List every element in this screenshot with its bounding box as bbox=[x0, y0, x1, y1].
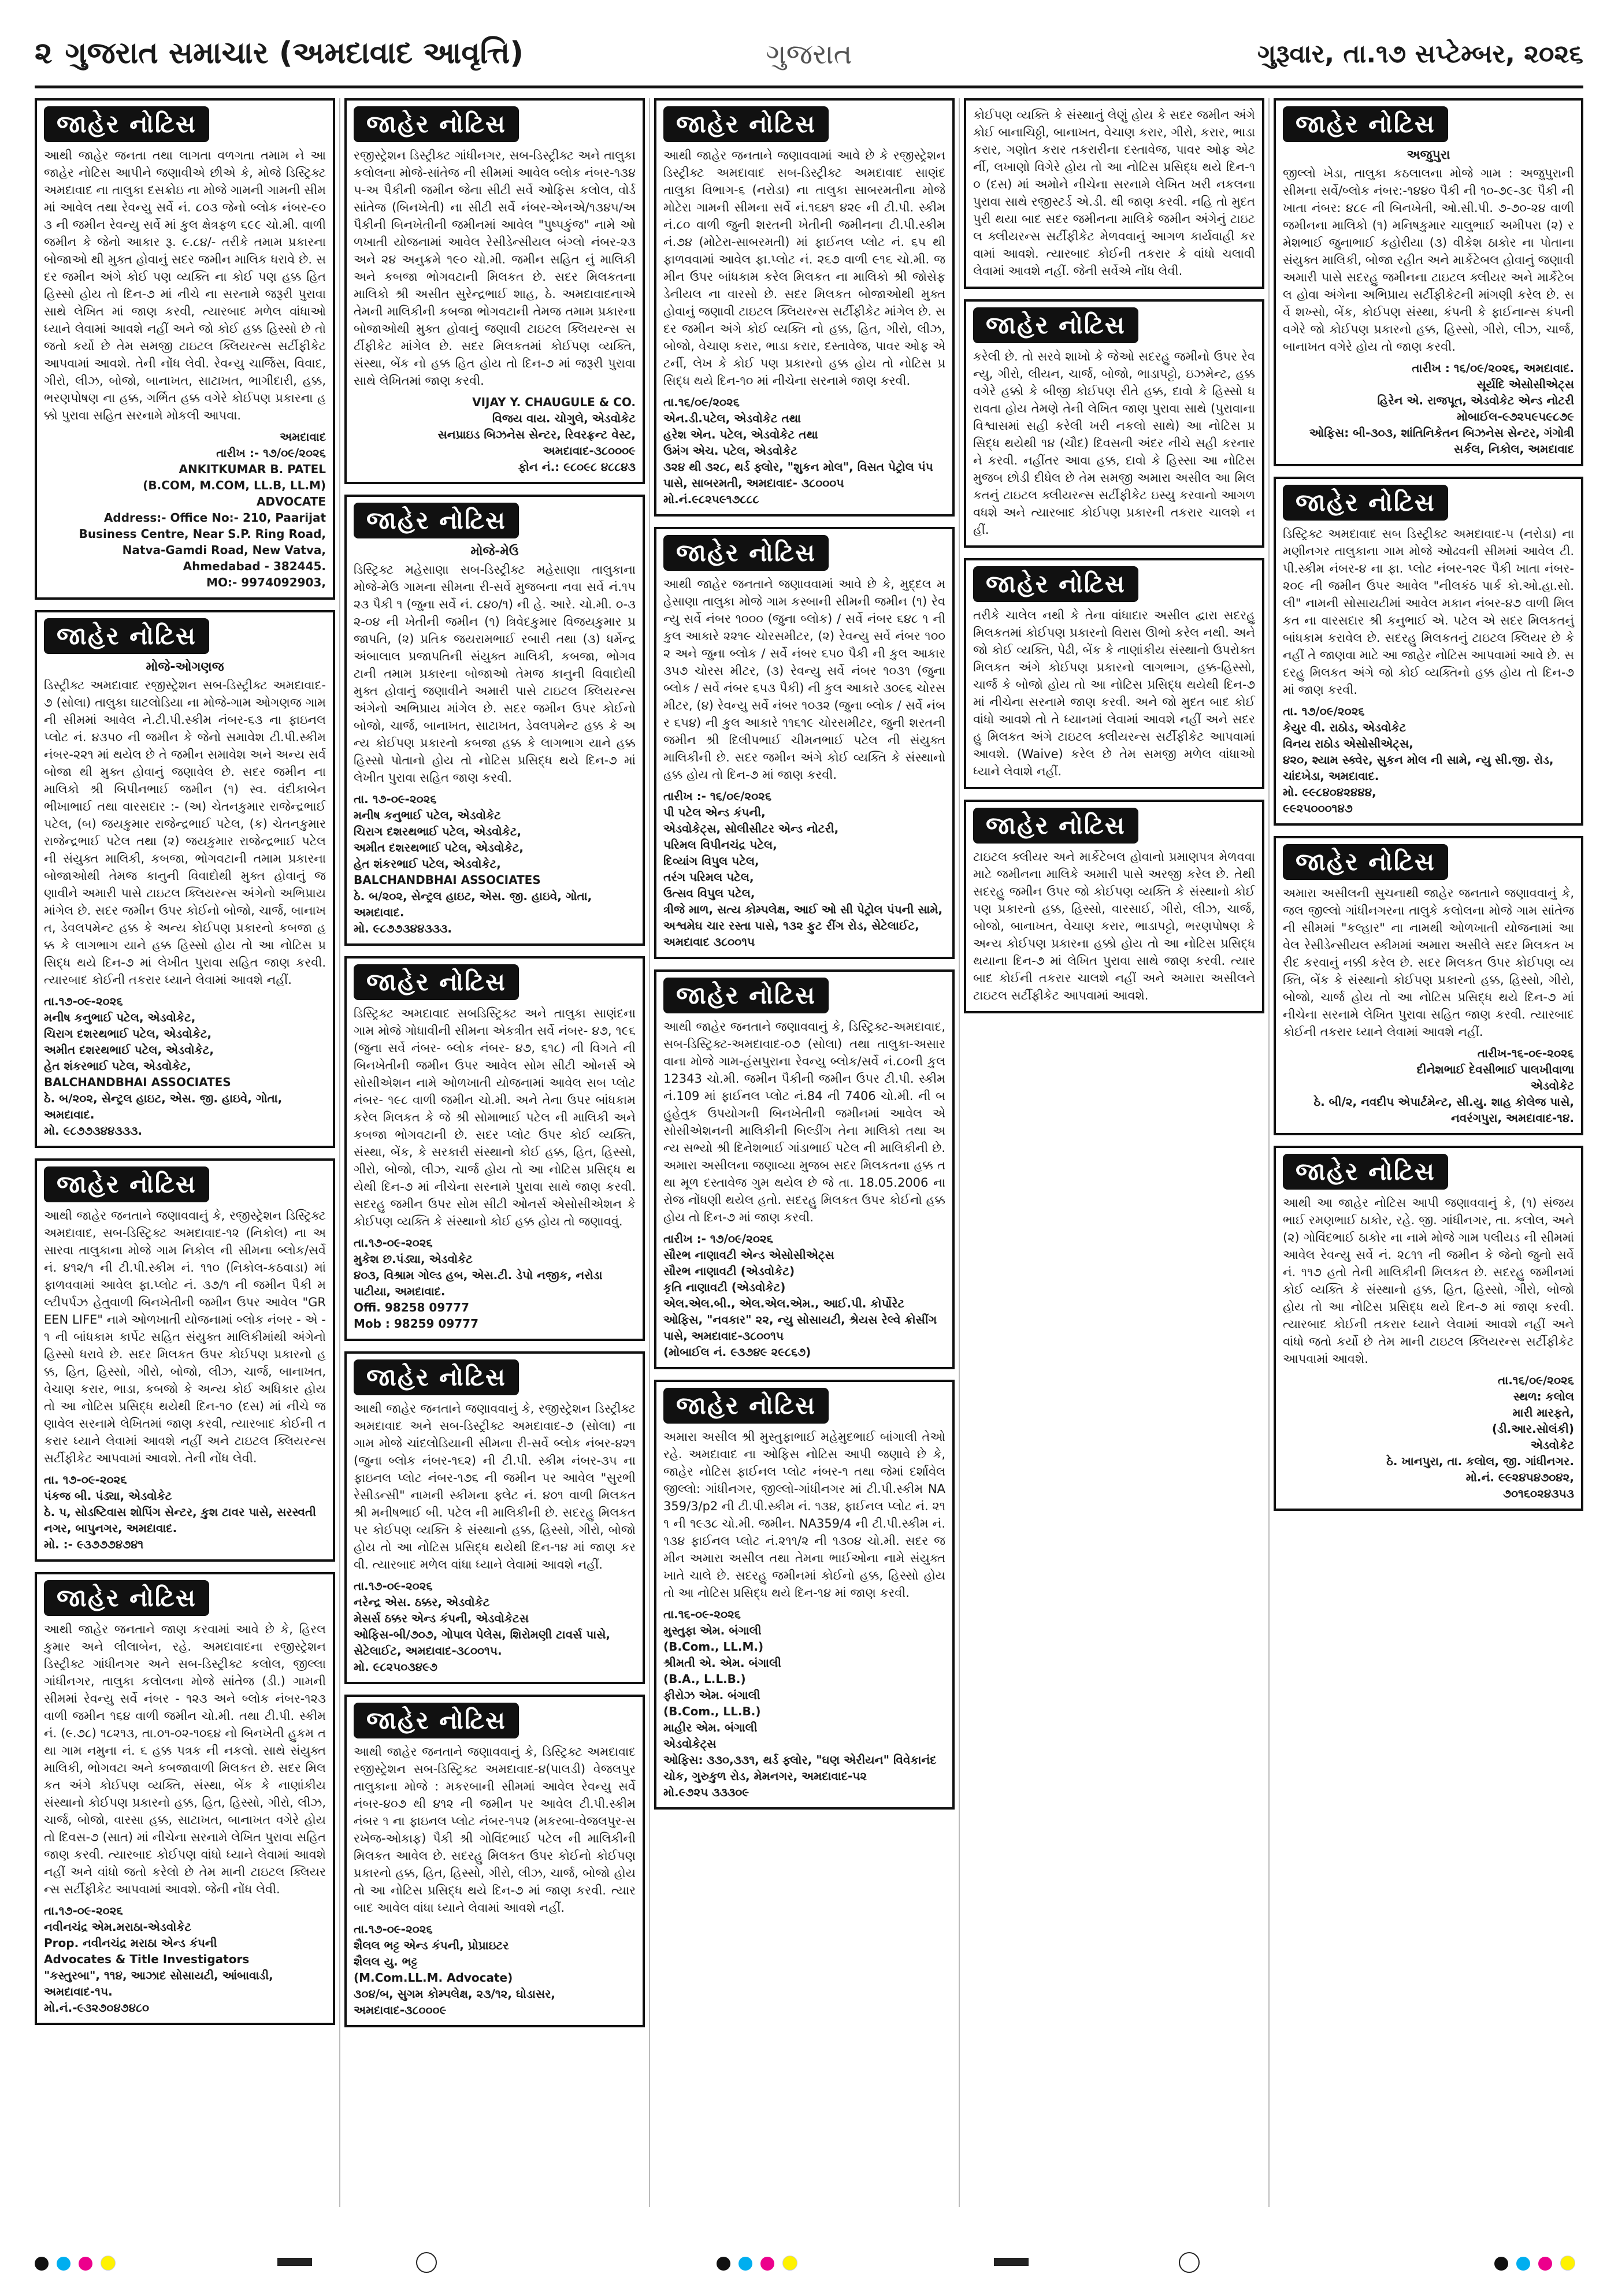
public-notice bbox=[654, 527, 955, 959]
notice-body: તરીકે ચાલેલ નથી કે તેના વાંધાદાર અસીલ દ્વારા સદરહુ મિલકતમાં કોઈપણ પ્રકારનો વિરાસ ઊભો કરેલ નથી. અને જો કોઈ વ્યક્તિ, પેઢી, બેંક કે નાણાંકીય સંસ્થાનો ઉપરોક્ત મિલકત અંગે કોઈપણ પ્રકારનો લાગભાગ, હક્ક-હિસ્સો, ચાર્જ કે બોજો હોય તો આ નોટિસ પ્રસિદ્ધ થયેથી દિન-૭ માં નીચેના સરનામે જાણ કરવી. અને જો મુદત બાદ કોઈ વાંધો આવશે તો તે ધ્યાનમાં લેવામાં આવશે નહીં અને સદરહુ મિલકત અંગે ટાઇટલ ક્લીયરન્સ સર્ટીફીકેટ આપવામાં આવશે. (Waive) કરેલ છે તેમ સમજી મળેલ વાંધાઓ ધ્યાને લેવાશે નહીં. bbox=[973, 608, 1255, 778]
public-notice bbox=[964, 98, 1264, 289]
notice-title: જાહેર નોટિસ bbox=[1283, 485, 1448, 521]
column-4 bbox=[964, 98, 1264, 2207]
registration-bar bbox=[277, 2258, 312, 2266]
masthead bbox=[35, 30, 1583, 88]
notice-signature: તા.૧૭-૦૯-૨૦૨૬ શૈલલ ભટ્ટ એન્ડ કંપની, પ્રોપ્રાઇટર શૈલલ યુ. ભટ્ટ (M.Com.LL.M. Advocate) ૩૦૪/બ, સુગમ કોમ્પલેક્ષ, ૨૩/૧૨, ઘોડાસર, અમદાવાદ-૩૮૦૦૦૯ bbox=[354, 1922, 556, 2017]
notice-signature: તારીખ-૧૬-૦૯-૨૦૨૬ દીનેશભાઈ દેવસીભાઈ પાલખીવાળા એડવોકેટ ઠે. બી/૨, નવદીપ એપાર્ટમેન્ટ, સી.યુ. શાહ કોલેજ પાસે, નવરંગપુરા, અમદાવાદ-૧૪. bbox=[1313, 1046, 1574, 1125]
public-notice bbox=[1274, 836, 1583, 1135]
public-notice bbox=[344, 495, 645, 946]
notices-area bbox=[35, 98, 1583, 2207]
notice-body: આથી જાહેર જનતાને જણાવવાનું કે, ડિસ્ટ્રિક્ટ-અમદાવાદ, સબ-ડિસ્ટ્રિક્ટ-અમદાવાદ-૦૭ (સોલા) તથા તાલુકા-અસારવાના મોજે ગામ-હંસપુરાના રેવન્યુ બ્લોક/સર્વે નં.૮૦ની કુલ 12343 ચો.મી. જમીન પૈકીની જમીન ઉપર ટી.પી. સ્કીમ નં.109 માં ફાઈનલ પ્લોટ નં.84 ની 7406 ચો.મી. ની બહુહેતુક ઉપયોગની બિનખેતીની જમીનમાં આવેલ એસોસીએશનની માલિકીની બિલ્ડીંગ તેના માલિકો તથા અન્ય સભ્યો શ્રી દિનેશભાઈ ગાંડાભાઈ પટેલ ની માલિકીની છે. અમારા અસીલના જણાવ્યા મુજબ સદર મિલકતના હક્ક તથા મૂળ દસ્તાવેજ ગુમ થયેલ છે જે તા. 18.05.2006 ના રોજ નોંધણી થયેલ હતો. સદરહુ મિલકત ઉપર કોઈનો હક્ક હોય તો દિન-૭ માં જાણ કરવી. bbox=[663, 1020, 945, 1224]
notice-title: જાહેર નોટિસ bbox=[973, 307, 1138, 343]
yellow-dot bbox=[101, 2256, 116, 2271]
notice-body: આથી જાહેર જનતાને જણાવવામાં આવે છે કે, મુદ્દલ મહેસાણા તાલુકા મોજે ગામ કસ્બાની સીમની જમીન (૧) રેવન્યુ સર્વે નંબર ૧૦૦૦ (જુના બ્લોક) / સર્વે નંબર ૬૪૮ ૧ ની કુલ આકારે ૨૨૧૯ ચોરસમીટર, (૨) રેવન્યુ સર્વે નંબર ૧૦૦૨ અને જુના બ્લોક / સર્વે નંબર ૬૫૦ પૈકી ની કુલ આકાર ૩૫૭ ચોરસ મીટર, (૩) રેવન્યુ સર્વે નંબર ૧૦૩૧ (જુના બ્લોક / સર્વે નંબર ૬૫૩ પૈકી) ની કુલ આકારે ૩૦૯૬ ચોરસમીટર, (૪) રેવન્યુ સર્વે નંબર ૧૦૩૨ (જુના બ્લોક / સર્વે નંબર ૬૫૪) ની કુલ આકારે ૧૧૬૧૯ ચોરસમીટર, જુની શરતની જમીન શ્રી દિલીપભાઈ ચીમનભાઈ પટેલ ની સંયુક્ત માલિકીની છે. સદર જમીન અંગે કોઈ વ્યક્તિ કે સંસ્થાનો હક્ક હોય તો દિન-૭ માં જાણ કરવી. bbox=[663, 577, 945, 782]
notice-title: જાહેર નોટિસ bbox=[354, 1703, 519, 1738]
notice-body: ડિસ્ટ્રિક્ટ અમદાવાદ સબડિસ્ટ્રિક્ટ અને તાલુકા સાણંદના ગામ મોજે ગોધાવીની સીમના એકત્રીત સર્વે નંબર- ૪૭, ૧૯૬ (જુના સર્વે નંબર- બ્લોક નંબર- ૪૭, ૬૧૮) ની વિગતે ની બિનખેતીની જમીન ઉપર આવેલ સોમ સીટી ઓનર્સ એસોસીએશન નામે ઓળખાતી યોજનામાં આવેલ સબ પ્લોટ નંબર- ૧૯૮ વાળી જમીન ચો.મી. અને તેના ઉપર બાંધકામ કરેલ મિલકત કે જે શ્રી સોમાભાઈ પટેલ ની માલિકી અને કબજા ભોગવટાની છે. સદર પ્લોટ ઉપર કોઈ વ્યક્તિ, સંસ્થા, બેંક, કે સરકારી સંસ્થાનો કોઈ હક્ક, હિત, હિસ્સો, ગીરો, બોજો, લીઝ, ચાર્જ હોય તો આ નોટિસ પ્રસિદ્ધ થયેથી દિન-૭ માં નીચેના સરનામે પુરાવા સાથે જાણ કરવી. સદરહુ જમીન ઉપર સોમ સીટી ઓનર્સ એસોસીએશન કે કોઈપણ વ્યક્તિ કે સંસ્થાનો કોઈ હક્ક હોય તો જણાવવું. bbox=[354, 1006, 636, 1228]
notice-signature: અમદાવાદ તારીખ :- ૧૭/૦૯/૨૦૨૬ ANKITKUMAR B. PATEL (B.COM, M.COM, LL.B, LL.M) ADVOCATE Address:- Office No:- 210, Paarijat Business Centre, Near S.P. Ring Road, Natva-Gamdi Road, New Vatva, Ahmedabad - 382445. MO:- 9974092903, bbox=[79, 430, 326, 589]
notice-signature: તા. ૧૭-૦૯-૨૦૨૬ મનીષ કનુભાઈ પટેલ, એડવોકેટ ચિરાગ દશરથભાઈ પટેલ, એડવોકેટ, અમીત દશરથભાઈ પટેલ, એડવોકેટ, હેત શંકરભાઈ પટેલ, એડવોકેટ, BALCHANDBHAI ASSOCIATES ઠે. બ/૨૦૨, સેન્ટ્રલ હાઇટ, એસ. જી. હાઇવે, ગોતા, અમદાવાદ. મો. ૯૮૭૭૩૪૪૩૩૩. bbox=[354, 792, 592, 935]
cyan-dot bbox=[57, 2257, 70, 2271]
notice-body: આથી જાહેર જનતાને જણાવવાનું કે, રજીસ્ટ્રેશન ડિસ્ટ્રિક્ટ અમદાવાદ, સબ-ડિસ્ટ્રિક્ટ અમદાવાદ-૧૨ (નિકોલ) ના અસારવા તાલુકાના મોજે ગામ નિકોલ ની સીમના બ્લોક/સર્વે નં. ૪૧૨/૧ ની ટી.પી.સ્કીમ નં. ૧૧૦ (નિકોલ-કઠવાડા) માં ફાળવવામાં આવેલ ફા.પ્લોટ નં. ૩૭/૧ ની જમીન પૈકી મલ્ટીપર્પઝ હેતુવાળી બિનખેતીની જમીન ઉપર આવેલ "GREEN LIFE" નામે ઓળખાતી યોજનામાં બ્લોક નંબર - એ - ૧ ની બાંધકામ કાર્પેટ સહિત સંયુક્ત માલિકીમાંથી અંગેનો હિસ્સો ધરાવે છે. સદર મિલકત ઉપર કોઈપણ પ્રકારનો હક્ક, હિત, હિસ્સો, ગીરો, બોજો, લીઝ, ચાર્જ, બાનાખત, વેચાણ કરાર, ભાડા, કબજો કે અન્ય કોઈ અધિકાર હોય તો આ નોટિસ પ્રસિદ્ધ થયેથી દિન-૧૦ (દસ) માં નીચે જણાવેલ સરનામે લેખિતમાં જાણ કરવી, ત્યારબાદ કોઈની તકરાર ધ્યાને લેવામાં આવશે નહીં અને ટાઇટલ ક્લિયરન્સ સર્ટીફીકેટ આપવામાં આવશે. તેની નોંધ લેવી. bbox=[44, 1209, 326, 1465]
notice-body: આથી જાહેર જનતાને જણાવવામાં આવે છે કે રજીસ્ટ્રેશન ડિસ્ટ્રીક્ટ અમદાવાદ સબ-ડિસ્ટ્રીક્ટ અમદાવાદ સાણંદ તાલુકા વિભાગ-૬ (નરોડા) ના તાલુકા સાબરમતીના મોજે મોટેરા ગામની સીમના સર્વે નં.૧૬૪૧ ૪૨૯ ની ટી.પી. સ્કીમ નં.૮૦ વાળી જુની શરતની ખેતીની જમીનના ટી.પી.સ્કીમ નં.૭૪ (મોટેરા-સાબરમતી) માં ફાઈનલ પ્લોટ નં. ૬૫ થી ફાળવવામાં આવેલ ફા.પ્લોટ નં. ૨૬૭ વાળી ૯૧૬ ચો.મી. જમીન ઉપર બાંધકામ કરેલ મિલકત ના માલિકો શ્રી જોસેફ ડેનીયલ ના વારસો છે. સદર મિલકત બોજાઓથી મુક્ત હોવાનું જણાવી ટાઇટલ ક્લિયરન્સ સર્ટીફીકેટ માંગેલ છે. સદર જમીન અંગે કોઈ વ્યક્તિ નો હક્ક, હિત, ગીરો, લીઝ, બોજો, વેચાણ કરાર, ભાડા કરાર, દસ્તાવેજ, પાવર ઓફ એટર્ની, લેખ કે કોઈ પણ પ્રકારનો હક્ક હોય તો નોટિસ પ્રસિદ્ધ થયે દિન-૧૦ માં નીચેના સરનામે જાણ કરવી. bbox=[663, 148, 945, 388]
public-notice bbox=[344, 1351, 645, 1684]
notice-title: જાહેર નોટિસ bbox=[354, 503, 519, 538]
notice-title: જાહેર નોટિસ bbox=[1283, 1154, 1448, 1190]
paper-name: ગુજરાત સમાચાર (અમદાવાદ આવૃત્તિ) bbox=[65, 36, 524, 70]
public-notice bbox=[1274, 98, 1583, 466]
notice-title: જાહેર નોટિસ bbox=[663, 978, 829, 1013]
public-notice bbox=[344, 956, 645, 1341]
notice-title: જાહેર નોટિસ bbox=[44, 1580, 209, 1616]
notice-subtitle: મોજે-મેઉ bbox=[470, 544, 519, 559]
notice-body: રજીસ્ટ્રેશન ડિસ્ટ્રીક્ટ ગાંધીનગર, સબ-ડિસ્ટ્રીક્ટ અને તાલુકા કલોલના મોજે-સાંતેજ ની સીમમાં આવેલ બ્લોક નંબર-૧૩૪૫-અ પૈકીની જમીન જેના સીટી સર્વે ઓફિસ કલોલ, વોર્ડ સાંતેજ (બિનખેતી) ના સીટી સર્વે નંબર-એનએ/૧૩૪૫/અ પૈકીની બિનખેતીની જમીનમાં આવેલ "પુષ્પકુંજ" નામે ઓળખાતી યોજનામાં આવેલ રેસીડેન્સીયલ બંગ્લો નંબર-૨૩ અને ૨૪ અનુક્રમે ૧૯૦ ચો.મી. જમીન સહિત નું માલિકી અને કબજા ભોગવટાની મિલકત છે. સદર મિલકતના માલિકો શ્રી અસીત સુરેન્દ્રભાઈ શાહ, ઠે. અમદાવાદનાએ તેમની માલિકીની કબજા ભોગવટાની તેમજ તમામ પ્રકારના બોજાઓથી મુક્ત હોવાનું જણાવી ટાઇટલ ક્લિયરન્સ સર્ટીફીકેટ માંગેલ છે. સદર મિલકતમાં કોઈપણ વ્યક્તિ, સંસ્થા, બેંક નો હક્ક હિત હોય તો દિન-૭ માં જરૂરી પુરાવા સાથે લેખિતમાં જાણ કરવી. bbox=[354, 148, 636, 388]
notice-title: જાહેર નોટિસ bbox=[354, 964, 519, 1000]
notice-signature: તા.૧૭-૦૯-૨૦૨૬ મનીષ કનુભાઈ પટેલ, એડવોકેટ, ચિરાગ દશરથભાઈ પટેલ, એડવોકેટ, અમીત દશરથભાઈ પટેલ, એડવોકેટ, હેત શંકરભાઈ પટેલ, એડવોકેટ, BALCHANDBHAI ASSOCIATES ઠે. બ/૨૦૨, સેન્ટ્રલ હાઇટ, એસ. જી. હાઇવે, ગોતા, અમદાવાદ. મો. ૯૮૭૭૩૪૪૩૩૩. bbox=[44, 994, 283, 1138]
public-notice bbox=[35, 98, 335, 600]
notice-title: જાહેર નોટિસ bbox=[44, 106, 209, 142]
notice-subtitle: મોજે-ઓગણજ bbox=[146, 660, 224, 674]
column-rule bbox=[1268, 98, 1270, 2207]
public-notice bbox=[344, 1695, 645, 2027]
registration-circle bbox=[416, 2252, 437, 2273]
notice-title: જાહેર નોટિસ bbox=[44, 618, 209, 654]
notice-body: આથી આ જાહેર નોટિસ આપી જણાવવાનું કે, (૧) સંજયભાઈ રમણભાઈ ઠાકોર, રહે. જી. ગાંધીનગર, તા. કલોલ, અને (૨) ગોવિંદભાઈ ઠાકોર ના નામે મોજે ગામ પલીયડ ની સીમમાં આવેલ રેવન્યુ સર્વે નં. ૨૮૧૧ ની જમીન કે જેનો જુનો સર્વે નં. ૧૧૭ હતો તેની માલિકીની મિલકત છે. સદરહુ જમીનમાં કોઈ વ્યક્તિ કે સંસ્થાનો હક્ક, હિત, હિસ્સો, ગીરો, બોજો હોય તો આ નોટિસ પ્રસિદ્ધ થયે દિન-૭ માં જાણ કરવી. ત્યારબાદ કોઈની તકરાર ધ્યાને લેવામાં આવશે નહીં અને વાંધો જતો કર્યો છે તેમ માની ટાઇટલ ક્લિયરન્સ સર્ટીફીકેટ આપવામાં આવશે. bbox=[1283, 1196, 1574, 1366]
notice-body: કરેલી છે. તો સરવે શાખો કે જેઓ સદરહુ જમીનો ઉપર રેવન્યુ, ગીરો, લીયન, ચાર્જ, બોજો, ભાડાપટ્ટો, ઇઝમેન્ટ, હક્કવગેરે હક્કો કે બીજી કોઈપણ રીતે હક્ક, દાવો કે હિસ્સો ધરાવતા હોય તેમણે તેની લેખિત જાણ પુરાવા સાથે (પુરાવાના વિશ્વાસમાં સહી કરેલી ખરી નકલો સાથે) આ નોટિસ પ્રસિદ્ધ થયેથી ૧૪ (ચૌદ) દિવસની અંદર નીચે સહી કરનારને કરવી. નહીંતર આવા હક્ક, દાવો કે હિસ્સા આ નોટિસ મુજબ છોડી દીધેલ છે તેમ સમજી અમારા અસીલ આ મિલકતનું ટાઇટલ ક્લીયરન્સ સર્ટીફીકેટ ઇસ્યુ કરવાનો આગળ વધશે અને ત્યારબાદ કોઈપણ પ્રકારની તકરાર ચાલશે નહીં. bbox=[973, 350, 1255, 537]
public-notice bbox=[35, 1158, 335, 1562]
column-rule bbox=[339, 98, 340, 2207]
yellow-dot bbox=[1560, 2256, 1575, 2271]
notice-title: જાહેર નોટિસ bbox=[354, 106, 519, 142]
notice-body: આથી જાહેર જનતાને જણાવવાનું કે, ડિસ્ટ્રિક્ટ અમદાવાદ રજીસ્ટ્રેશન સબ-ડિસ્ટ્રિક્ટ અમદાવાદ-૪(પાલડી) વેજલપુર તાલુકાના મોજે : મકરબાની સીમમાં આવેલ રેવન્યુ સર્વે નંબર-૪૦૭ થી ૪૧૨ ની જમીન પર આવેલ ટી.પી.સ્કીમ નંબર ૧ ના ફાઇનલ પ્લોટ નંબર-૧૫૨ (મકરબા-વેજલપુર-સરખેજ-ઓકાફ) પૈકી શ્રી ગોવિંદભાઈ પટેલ ની માલિકીની મિલકત આવેલ છે. સદરહુ મિલકત ઉપર કોઈનો કોઈપણ પ્રકારનો હક્ક, હિત, હિસ્સો, ગીરો, લીઝ, ચાર્જ, બોજો હોય તો આ નોટિસ પ્રસિદ્ધ થયે દિન-૭ માં જાણ કરવી. ત્યારબાદ આવેલ વાંધા ધ્યાને લેવામાં આવશે નહીં. bbox=[354, 1745, 636, 1915]
public-notice bbox=[654, 969, 955, 1369]
magenta-dot bbox=[760, 2257, 774, 2271]
magenta-dot bbox=[79, 2257, 92, 2271]
notice-body: અમારા અસીલની સુચનાથી જાહેર જનતાને જણાવવાનું કે, જલ જીલ્લો ગાંધીનગરના તાલુકે કલોલના મોજે ગામ સાંતેજની સીમમાં "કલ્હાર" ના નામથી ઓળખાતી યોજનામાં આવેલ રેસીડેન્સીયલ સ્કીમમાં અમારા અસીલે સદર મિલકત ખરીદ કરવાનું નક્કી કરેલ છે. સદર મિલકત ઉપર કોઈપણ વ્યક્તિ, બેંક કે સંસ્થાનો કોઈપણ પ્રકારનો હક્ક, હિસ્સો, ગીરો, બોજો, ચાર્જ હોય તો આ નોટિસ પ્રસિદ્ધ થયે દિન-૭ માં નીચેના સરનામે લેખિત પુરાવા સહિત જાણ કરવી. ત્યારબાદ કોઈની તકરાર ધ્યાને લેવામાં આવશે નહીં. bbox=[1283, 886, 1574, 1039]
public-notice bbox=[964, 299, 1264, 548]
print-registration-marks bbox=[35, 2252, 1583, 2273]
public-notice bbox=[654, 98, 955, 517]
public-notice bbox=[1274, 1146, 1583, 1511]
notice-signature: તા.૧૭-૦૯-૨૦૨૬ નવીનચંદ્ર એમ.મરાઠા-એડવોકેટ Prop. નવીનચંદ્ર મરાઠા એન્ડ કંપની Advocates & Title Investigators "કસ્તુરબા", ૧૧૪, આઝાદ સોસાયટી, આંબાવાડી, અમદાવાદ-૧૫. મો.નં.-૯૩૨૭૦૪૭૪૮૦ bbox=[44, 1904, 273, 2015]
column-2 bbox=[344, 98, 645, 2207]
public-notice bbox=[964, 558, 1264, 789]
black-dot bbox=[35, 2257, 49, 2271]
notice-title: જાહેર નોટિસ bbox=[1283, 844, 1448, 880]
page-number: ૨ bbox=[35, 36, 53, 70]
notice-title: જાહેર નોટિસ bbox=[973, 566, 1138, 602]
magenta-dot bbox=[1538, 2257, 1552, 2271]
section-title: ગુજરાત bbox=[766, 38, 852, 70]
notice-signature: તારીખ :- ૧૬/૦૯/૨૦૨૬ પી પટેલ એન્ડ કંપની, એડવોકેટ્સ, સોલીસીટર એન્ડ નોટરી, પરિમલ વિપીનચંદ્ર પટેલ, દિવ્યાંગ વિપુલ પટેલ, તરંગ પરિમલ પટેલ, ઉત્સવ વિપુલ પટેલ, ત્રીજે માળ, સત્ય કોમ્પલેક્ષ, આઈ ઓ સી પેટ્રોલ પંપની સામે, અશ્વમેઘ ચાર રસ્તા પાસે, ૧૩૨ ફુટ રીંગ રોડ, સેટેલાઈટ, અમદાવાદ ૩૮૦૦૧૫ bbox=[663, 789, 943, 949]
issue-date: ગુરૂવાર, તા.૧૭ સપ્ટેમ્બર, ૨૦૨૬ bbox=[1257, 39, 1583, 69]
notice-signature: તારીખ :- ૧૭/૦૯/૨૦૨૬ સૌરભ નાણાવટી એન્ડ એસોસીએટ્સ સૌરભ નાણાવટી (એડવોકેટ) કૃતિ નાણાવટી (એડવોકેટ) એલ.એલ.બી., એલ.એલ.એમ., આઈ.પી. કોર્પોરેટ ઓફિસ, "નવકાર" ૨૨, ન્યુ સોસાયટી, શ્રેયસ રેલ્વે ક્રોસીંગ પાસે, અમદાવાદ-૩૮૦૦૧૫ (મોબાઈલ નં. ૯૩૭૪૯ ૨૯૮૬૭) bbox=[663, 1232, 937, 1359]
notice-signature: તા. ૧૭/૦૯/૨૦૨૬ કેયુર વી. રાઠોડ, એડવોકેટ વિનય રાઠોડ એસોસીએટ્સ, ૪૨૦, શ્યામ સ્ક્વેર, સુકન મોલ ની સામે, ન્યુ સી.જી. રોડ, ચાંદખેડા, અમદાવાદ. મો. ૯૯૮૪૦૪૨૪૪૪, ૯૯૨૫૦૦૦૧૪૭ bbox=[1283, 704, 1554, 815]
public-notice bbox=[344, 98, 645, 484]
notice-title: જાહેર નોટિસ bbox=[1283, 106, 1448, 142]
notice-title: જાહેર નોટિસ bbox=[354, 1359, 519, 1395]
notice-body: આથી જાહેર જનતાને જાણ કરવામાં આવે છે કે, હિરલકુમાર અને લીલાબેન, રહે. અમદાવાદના રજીસ્ટ્રેશન ડિસ્ટ્રીક્ટ ગાંધીનગર અને સબ-ડિસ્ટ્રીક્ટ કલોલ, જીલ્લા ગાંધીનગર, તાલુકા કલોલના મોજે સાંતેજ (ડી.) ગામની સીમમાં રેવન્યુ સર્વે નંબર - ૧૨૩ અને બ્લોક નંબર-૧૨૩ વાળી જમીન ૧૬૪ વાળી જમીન ચો.મી. તથા ટી.પી. સ્કીમ નં. (૯.૭૮) ૧૮૨૧૩, તા.૦૧-૦૨-૧૦૬૪ નો બિનખેતી હુકમ તથા ગામ નમુના નં. ૬ હક્ક પત્રક ની નકલો. સાથે સંયુક્ત માલિકી, ભોગવટા અને કબજાવાળી મિલકત છે. સદર મિલકત અંગે કોઈપણ વ્યક્તિ, સંસ્થા, બેંક કે નાણાંકીય સંસ્થાનો કોઈપણ પ્રકારનો હક્ક, હિત, હિસ્સો, ગીરો, લીઝ, ચાર્જ, બોજો, વારસા હક્ક, સાટાખત, બાનાખત વગેરે હોય તો દિવસ-૭ (સાત) માં નીચેના સરનામે લેખિત પુરાવા સહિત જાણ કરવી. ત્યારબાદ કોઈપણ વાંધો ધ્યાને લેવામાં આવશે નહીં અને વાંધો જતો કરેલો છે તેમ માની ટાઇટલ ક્લિયરન્સ સર્ટીફીકેટ આપવામાં આવશે. જેની નોંધ લેવી. bbox=[44, 1622, 326, 1896]
notice-body: જીલ્લો ખેડા, તાલુકા કઠલાલના મોજે ગામ : અજુપુરાની સીમના સર્વે/બ્લોક નંબર:-૧૪૪૦ પૈકી ની ૧૦-૭૯-૩૯ પૈકી ની ખાતા નંબર: ૪૮૯ ની બિનખેતી, ઓ.સી.પી. ૭-૭૦-૨૪ વાળી જમીનના માલિકો (૧) મનિષકુમાર ચાલુભાઈ અમીપરા (૨) રમેશભાઈ જુનાભાઈ કહોરીયા (૩) વીકેશ ઠાકોર ના પોતાના સંયુક્ત માલિકી, બોજા રહીત અને માર્કેટેબલ હોવાનું જણાવી અમારી પાસે સદરહુ જમીનના ટાઇટલ ક્લીયર અને માર્કેટેબલ હોવા અંગેના અભિપ્રાય સર્ટીફીકેટની માંગણી કરેલ છે. સર્વે શખ્સો, બેંક, કોઈપણ સંસ્થા, કંપની કે ફાઈનાન્સ કંપની વગેરે જો કોઈપણ પ્રકારનો હક્ક, હિસ્સો, ગીરો, લીઝ, ચાર્જ, બાનાખત વગેરે હોય તો જાણ કરવી. bbox=[1283, 166, 1574, 354]
public-notice bbox=[654, 1380, 955, 1810]
public-notice bbox=[1274, 477, 1583, 826]
notice-title: જાહેર નોટિસ bbox=[973, 808, 1138, 844]
column-3 bbox=[654, 98, 955, 2207]
notice-signature: તા.૧૭-૦૯-૨૦૨૬ મુકેશ છ.પંડ્યા, એડવોકેટ ૪૦૩, વિશ્રામ ગોલ્ડ હબ, એસ.ટી. ડેપો નજીક, નરોડા પાટીયા, અમદાવાદ. Offi. 98258 09777 Mob : 98259 09777 bbox=[354, 1236, 603, 1331]
notice-body: અમારા અસીલ શ્રી મુસ્તુફાભાઈ મહેમુદભાઈ બાંગાલી તેઓ રહે. અમદાવાદ ના ઓફિસ નોટિસ આપી જણાવે છે કે, જાહેર નોટિસ ફાઈનલ પ્લોટ નંબર-૧ તથા જેમાં દર્શાવેલ જીલ્લો: ગાંધીનગર, જીલ્લો-ગાંધીનગર માં ટી.પી.સ્કીમ NA359/3/p2 ની ટી.પી.સ્કીમ નં. ૧૩૪, ફાઈનલ પ્લોટ નં. ૨૧૧ ની ૧૯૩૮ ચો.મી. જમીન. NA359/4 ની ટી.પી.સ્કીમ નં.૧૩૪ ફાઈનલ પ્લોટ નં.૨૧૧/૨ ની ૧૩૦૪ ચો.મી. સદર જમીન અમારા અસીલ તથા તેમના ભાઈઓના નામે સંયુક્ત ખાતે ચાલે છે. સદરહુ જમીનમાં કોઈનો હક્ક, હિસ્સો હોય તો આ નોટિસ પ્રસિદ્ધ થયે દિન-૧૪ માં જાણ કરવી. bbox=[663, 1430, 945, 1600]
column-1 bbox=[35, 98, 335, 2207]
black-dot bbox=[717, 2257, 730, 2271]
notice-body: ટાઇટલ ક્લીયર અને માર્કેટેબલ હોવાનો પ્રમાણપત્ર મેળવવા માટે જમીનના માલિકે અમારી પાસે અરજી કરેલ છે. તેથી સદરહુ જમીન ઉપર જો કોઈપણ વ્યક્તિ કે સંસ્થાનો કોઈપણ પ્રકારનો હક્ક, હિસ્સો, વારસાઈ, ગીરો, લીઝ, ચાર્જ, બોજો, બાનાખત, વેચાણ કરાર, ભાડાપટ્ટો, ભરણપોષણ કે અન્ય કોઈપણ પ્રકારના હક્કો હોય તો આ નોટિસ પ્રસિદ્ધ થયાના દિન-૭ માં લેખિત પુરાવા સાથે જાણ કરવી. ત્યારબાદ કોઈની તકરાર ચાલશે નહીં અને અમારા અસીલને ટાઇટલ સર્ટીફીકેટ આપવામાં આવશે. bbox=[973, 850, 1255, 1002]
notice-signature: તા.૧૬-૦૯-૨૦૨૬ મુસ્તુફા એમ. બંગાલી (B.Com., LL.M.) શ્રીમતી એ. એમ. બંગાલી (B.A., L.L.B.) ફીરોઝ એમ. બંગાલી (B.Com., LL.B.) માહીર એમ. બંગાલી એડવોકેટ્સ ઓફિસ: ૩૩૦,૩૩૧, થર્ડ ફ્લોર, "ઘણ એરીયન" વિવેકાનંદ ચોક, ગુરુકુળ રોડ, મેમનગર, અમદાવાદ-૫૨ મો.૯૭૨૫ ૩૩૩૦૯ bbox=[663, 1607, 937, 1799]
cyan-dot bbox=[739, 2257, 752, 2271]
cmyk-dots-right bbox=[1494, 2256, 1583, 2269]
notice-body: ડિસ્ટ્રિક્ટ મહેસાણા સબ-ડિસ્ટ્રીક્ટ મહેસાણા તાલુકાના મોજે-મેઉ ગામના સીમના રી-સર્વે મુજબના નવા સર્વે નં.૧૫૨૩ પૈકી ૧ (જુના સર્વે નં. ૮૪૦/૧) ની હે. આરે. ચો.મી. ૦-૩૨-૦૪ ની ખેતીની જમીન (૧) ત્રિવેદકુમાર વિજયકુમાર પ્રજાપતિ, (૨) પ્રતિક જયરામભાઈ રબારી તથા (૩) ધર્મેન્દ્ર અંબાલાલ પ્રજાપતિની સંયુક્ત માલિકી, કબજા, ભોગવટાની તમામ પ્રકારના બોજાઓ તેમજ કાનુની વિવાદોથી મુક્ત હોવાનું જણાવીને અમારી પાસે ટાઇટલ ક્લિયરન્સ અંગેનો અભિપ્રાય માંગેલ છે. સદર જમીન ઉપર કોઈનો બોજો, ચાર્જ, બાનાખત, સાટાખત, ડેવલપમેન્ટ હક્ક કે અન્ય કોઈપણ પ્રકારનો કબજા હક્ક કે લાગભાગ યાને હક્ક હિસ્સો પોતાનો હોય તો નોટિસ પ્રસિદ્ધ થયે દિન-૭ માં લેખીત પુરાવા સહિત જાણ કરવી. bbox=[354, 563, 636, 785]
column-rule bbox=[649, 98, 650, 2207]
notice-signature: તા.૧૬/૦૯/૨૦૨૬ એન.ડી.પટેલ, એડવોકેટ તથા હરેશ એન. પટેલ, એડવોકેટ તથા ઉમંગ એચ. પટેલ, એડવોકેટ ૩૨૪ થી ૩૨૮, થર્ડ ફ્લોર, "શુકન મોલ", વિસત પેટ્રોલ પંપ પાસે, સાબરમતી, અમદાવાદ- ૩૮૦૦૦૫ મો.નં.૯૮૨૫૯૧૭૮૮૮ bbox=[663, 395, 933, 506]
notice-body: આથી જાહેર જનતા તથા લાગતા વળગતા તમામ ને આ જાહેર નોટિસ આપીને જણાવીએ છીએ કે, મોજે ડિસ્ટ્રિક્ટ અમદાવાદ ના તાલુકા દસક્રોઇ ના મોજે ગામની ગામની સીમમાં આવેલ તથા રેવન્યુ સર્વે નં. ૮૦૩ જેનો બ્લોક નંબર-૯૦૩ ની જમીન રેવન્યુ સર્વે માં કુલ ક્ષેત્રફળ ૬૯૯ ચો.મી. વાળી જમીન કે જેનો આકાર રૂ. ૯.૮૪/- તરીકે તમામ પ્રકારના બોજાઓ થી મુક્ત હોવાનું સદર જમીન માલિક ધરાવે છે. સદર જમીન અંગે કોઈ પણ વ્યક્તિ ના કોઈ પણ હક્ક હિત હિસ્સો હોય તો દિન-૭ માં નીચે ના સરનામે જરૂરી પુરાવા સાથે લેખિત માં જાણ કરવી, ત્યારબાદ મળેલ વાંધાઓ ધ્યાને લેવામાં આવશે નહીં અને જો કોઈ હક્ક હિસ્સો છે તો જતો કર્યો છે તેમ સમજી ટાઇટલ ક્લિયરન્સ સર્ટીફીકેટ આપવામાં આવશે. તેની નોંધ લેવી. રેવન્યુ ચાર્જિસ, વિવાદ, ગીરો, લીઝ, બોજો, બાનાખત, સાટાખત, ભાગીદારી, હક્ક, ભરણપોષણ ના હક્ક, ગર્ભિત હક્ક વગેરે કોઈપણ પ્રકારના હક્કો પુરાવા સહિત સરનામે મોકલી આપવા. bbox=[44, 148, 326, 422]
column-rule bbox=[959, 98, 960, 2207]
notice-signature: તા.૧૭-૦૯-૨૦૨૬ નરેન્દ્ર એસ. ઠક્કર, એડવોકેટ મેસર્સ ઠક્કર એન્ડ કંપની, એડવોકેટસ ઓફિસ-બી/૭૦૭, ગોપાલ પેલેસ, શિરોમણી ટાવર્સ પાસે, સેટેલાઈટ, અમદાવાદ-૩૮૦૦૧૫. મો. ૯૮૨૫૦૩૪૯૭ bbox=[354, 1579, 611, 1674]
black-dot bbox=[1494, 2257, 1508, 2271]
notice-signature: તારીખ : ૧૬/૦૯/૨૦૨૬, અમદાવાદ. સૂર્યદિ એસોસીએટ્સ હિરેન એ. રાજપૂત, એડવોકેટ એન્ડ નોટરી મોબાઈલ-૯૭૨૫૯૫૯૮૭૯ ઓફિસ: બી-૩૦૩, શાંતિનિકેતન બિઝનેસ સેન્ટર, ગંગોત્રી સર્કલ, નિકોલ, અમદાવાદ bbox=[1309, 361, 1574, 456]
public-notice bbox=[964, 800, 1264, 1013]
notice-signature: તા. ૧૭-૦૯-૨૦૨૬ પંકજ બી. પંડ્યા, એડવોકેટ ઠે. પ, સોડષ્ટિવાસ શોપિંગ સેન્ટર, કુશ ટાવર પાસે, સરસ્વતી નગર, બાપુનગર, અમદાવાદ. મો. :- ૯૩૭૭૭૪૭૪૧ bbox=[44, 1473, 316, 1551]
yellow-dot bbox=[782, 2256, 797, 2271]
notice-title: જાહેર નોટિસ bbox=[663, 1388, 829, 1424]
cmyk-dots-left bbox=[35, 2256, 124, 2269]
notice-body: આથી જાહેર જનતાને જણાવવાનું કે, રજીસ્ટ્રેશન ડિસ્ટ્રીક્ટ અમદાવાદ અને સબ-ડિસ્ટ્રીક્ટ અમદાવાદ-૭ (સોલા) ના ગામ મોજે ચાંદલોડિયાની સીમના રી-સર્વે બ્લોક નંબર-૪૨૧ (જુના બ્લોક નંબર-૧૬૨) ની ટી.પી. સ્કીમ નંબર-૩૫ ના ફાઇનલ પ્લોટ નંબર-૧૭૬ ની જમીન પર આવેલ "સુરભી રેસીડન્સી" નામની સ્કીમના ફ્લેટ નં. ૪૦૧ વાળી મિલકત શ્રી મનીષભાઈ બી. પટેલ ની માલિકીની છે. સદરહુ મિલકત પર કોઈપણ વ્યક્તિ કે સંસ્થાનો હક્ક, હિસ્સો, ગીરો, બોજો હોય તો આ નોટિસ પ્રસિદ્ધ થયેથી દિન-૧૪ માં જાણ કરવી. ત્યારબાદ મળેલ વાંધા ધ્યાને લેવામાં આવશે નહીં. bbox=[354, 1402, 636, 1571]
cyan-dot bbox=[1516, 2257, 1530, 2271]
notice-subtitle: અજુપુરા bbox=[1407, 148, 1450, 162]
public-notice bbox=[35, 610, 335, 1148]
notice-signature: તા.૧૬/૦૯/૨૦૨૬ સ્થળ: કલોલ મારી મારફતે, (ડી.આર.સોલંકી) એડવોકેટ ઠે. ખાનપુરા, તા. કલોલ, જી. ગાંધીનગર. મો.નં. ૯૯૨૪૫૪૭૦૪૨, ૭૦૧૬૦૨૪૩૫૩ bbox=[1386, 1373, 1574, 1500]
cmyk-dots-center bbox=[717, 2256, 806, 2269]
registration-circle bbox=[1179, 2252, 1200, 2273]
notice-title: જાહેર નોટિસ bbox=[663, 106, 829, 142]
notice-body: ડિસ્ટ્રિક્ટ અમદાવાદ સબ ડિસ્ટ્રીક્ટ અમદાવાદ-૫ (નરોડા) ના મણીનગર તાલુકાના ગામ મોજે ઓઢવની સીમમાં આવેલ ટી.પી.સ્કીમ નંબર-૪ ના ફા. પ્લોટ નંબર-૧૨૯ પૈકી ખાતા નંબર-૨૦૯ ની જમીન ઉપર આવેલ "નીલકંઠ પાર્ક કો.ઓ.હા.સો.લી" નામની સોસાયટીમાં આવેલ મકાન નંબર-૪૭ વાળી મિલકત ના વારસદાર શ્રી કનુભાઈ એ. પટેલ એ સદર મિલકતનું બાંધકામ કરાવેલ છે. સદરહુ મિલકતનું ટાઇટલ ક્લિયર છે કે નહીં તે જાણવા માટે આ જાહેર નોટિસ આપવામાં આવે છે. સદરહુ મિલકત અંગે જો કોઈ વ્યક્તિનો હક્ક હોય તો દિન-૭ માં જાણ કરવી. bbox=[1283, 527, 1574, 697]
notice-signature: VIJAY Y. CHAUGULE & CO. વિજય વાય. ચોગુલે, એડવોકેટ સનપ્રાઇડ બિઝનેસ સેન્ટર, રિવરફ્રન્ટ વેસ્ટ, અમદાવાદ-૩૮૦૦૦૯ ફોન નં.: ૯૮૦૯૮ ૪૮૮૪૩ bbox=[437, 395, 636, 474]
notice-body: ડિસ્ટ્રીક્ટ અમદાવાદ રજીસ્ટ્રેશન સબ-ડિસ્ટ્રીક્ટ અમદાવાદ-૭ (સોલા) તાલુકા ઘાટલોડિયા ના મોજે-ગામ ઓગણજ ગામની સીમમાં આવેલ ને.ટી.પી.સ્કીમ નંબર-૬૩ ના ફાઇનલ પ્લોટ નં. ૪૩૫૦ ની જમીન કે જેનો સમાવેશ ટી.પી.સ્કીમ નંબર-૨૨૧ માં થયેલ છે તે જમીન સમાવેશ અને અન્ય સર્વ બોજા થી મુક્ત હોવાનું જણાવેલ છે. સદર જમીન ના માલિકો શ્રી બિપીનભાઈ જમીન (૧) સ્વ. વંદીકાબેન ભીખાભાઈ તથા વારસદાર :- (અ) ચેતનકુમાર રાજેન્દ્રભાઈ પટેલ, (બ) જયકુમાર રાજેન્દ્રભાઈ પટેલ, (ક) ચેતનકુમાર રાજેન્દ્રભાઈ પટેલ તથા (૨) જયકુમાર રાજેન્દ્રભાઈ પટેલ ની સંયુક્ત માલિકી, કબજા, ભોગવટાની તમામ પ્રકારના બોજાઓથી તેમજ કાનુની વિવાદોથી મુક્ત હોવાનું જણાવીને અમારી પાસે ટાઇટલ ક્લિયરન્સ અંગેનો અભિપ્રાય માંગેલ છે. સદર જમીન ઉપર કોઈનો બોજો, ચાર્જ, બાનાખત, ડેવલપમેન્ટ હક્ક કે અન્ય કોઈપણ પ્રકારનો કબજા હક્ક કે લાગભાગ યાને હક્ક હિસ્સો હોય તો આ નોટિસ પ્રસિદ્ધ થયે દિન-૭ માં લેખીત પુરાવા સહિત જાણ કરવી. ત્યારબાદ કોઈની તકરાર ધ્યાને લેવામાં આવશે નહીં. bbox=[44, 678, 326, 987]
notice-title: જાહેર નોટિસ bbox=[663, 535, 829, 571]
notice-title: જાહેર નોટિસ bbox=[44, 1166, 209, 1202]
column-5 bbox=[1274, 98, 1583, 2207]
notice-body: કોઈપણ વ્યક્તિ કે સંસ્થાનું લેણું હોય કે સદર જમીન અંગે કોઈ બાનાચિઠ્ઠી, બાનાખત, વેચાણ કરાર, ગીરો, કરાર, ભાડા કરાર, ગણોત કરાર તકરારીના દસ્તાવેજ, પાવર ઓફ એટર્ની, લખાણો વિગેરે હોય તો આ નોટિસ પ્રસિદ્ધ થયે દિન-૧૦ (દસ) માં અમોને નીચેના સરનામે લેખિત ખરી નકલના પુરાવા સાથે રજીસ્ટર્ડ એ.ડી. થી જાણ કરવી. નહિ તો મુદત પુરી થયા બાદ સદર જમીનના માલિકે જમીન અંગેનું ટાઇટલ ક્લીયરન્સ સર્ટીફીકેટ મેળવવાનું આગળ કાર્યવાહી કરવામાં આવશે. ત્યારબાદ કોઈની તકરાર કે વાંધો ચલાવી લેવામાં આવશે નહીં. જેની સર્વેએ નોંધ લેવી. bbox=[973, 108, 1255, 278]
public-notice bbox=[35, 1572, 335, 2025]
registration-bar bbox=[994, 2258, 1029, 2266]
